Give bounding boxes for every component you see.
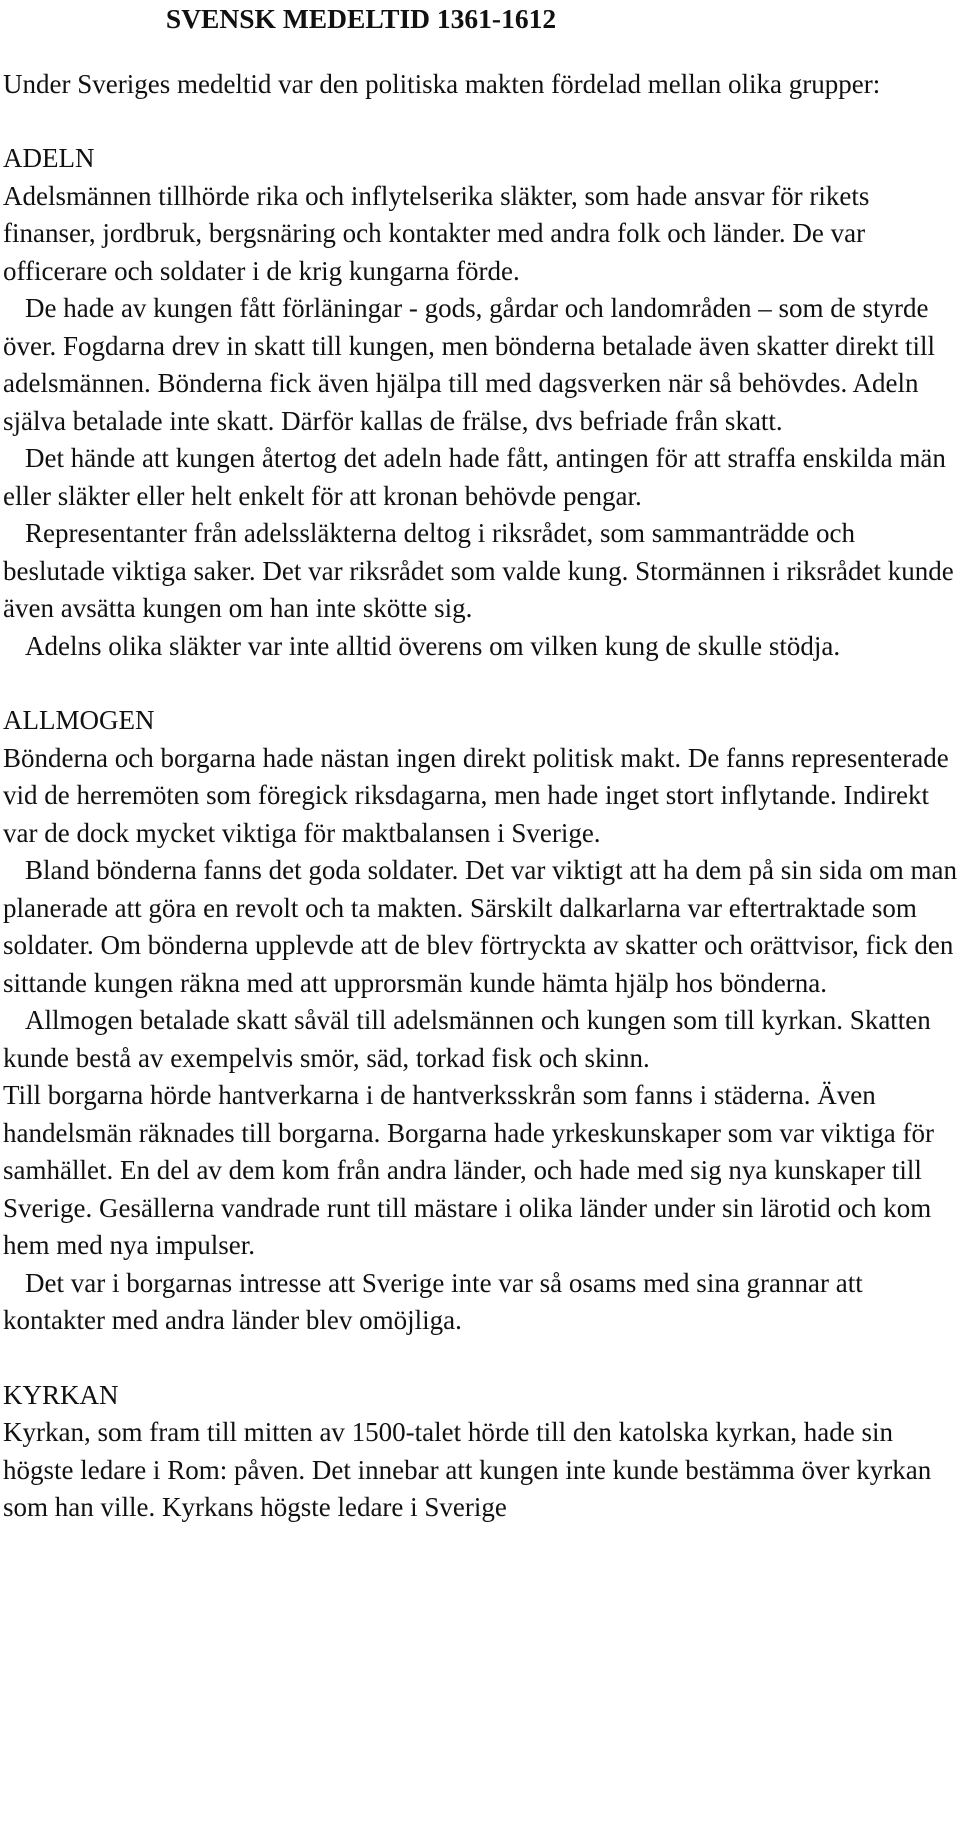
paragraph: Bönderna och borgarna hade nästan ingen direkt politisk makt. De fanns representerade vid de herremöten som föregick riksdagarna, men hade inget stort inflytande. Indirekt var de dock mycket viktiga för maktbalansen i Sverige. — [3, 742, 949, 848]
paragraph: Det var i borgarnas intresse att Sverige inte var så osams med sina grannar att kontakter med andra länder blev omöjliga. — [3, 1267, 863, 1335]
paragraph: Adelns olika släkter var inte alltid överens om vilken kung de skulle stödja. — [25, 630, 841, 661]
paragraph: Bland bönderna fanns det goda soldater. Det var viktigt att ha dem på sin sida om man planerade att göra en revolt och ta makten. Särskilt dalkarlarna var eftertraktade som soldater. Om bönderna upplevde att de blev förtryckta av skatter och orättvisor, fick den sittande kungen räkna med att upprorsmän kunde hämta hjälp hos bönderna. — [3, 855, 958, 998]
document-page — [3, 0, 958, 1527]
section-adeln — [3, 140, 958, 665]
paragraph: Kyrkan, som fram till mitten av 1500-talet hörde till den katolska kyrkan, hade sin högste ledare i Rom: påven. Det innebar att kungen inte kunde bestämma över kyrkan som han ville. Kyrkans högste ledare i Sverige — [3, 1417, 932, 1522]
paragraph: De hade av kungen fått förläningar - gods, gårdar och landområden – som de styrde över. Fogdarna drev in skatt till kungen, men bönderna betalade även skatter direkt till adelsmännen. Bönderna fick även hjälpa till med dagsverken när så behövdes. Adeln själva betalade inte skatt. Därför kallas de frälse, dvs befriade från skatt. — [3, 293, 935, 436]
section-kyrkan — [3, 1377, 958, 1527]
paragraph: Adelsmännen tillhörde rika och inflytelserika släkter, som hade ansvar för rikets finanser, jordbruk, bergsnäring och kontakter med andra folk och länder. De var officerare och soldater i de krig kungarna förde. — [3, 180, 870, 286]
paragraph: Allmogen betalade skatt såväl till adelsmännen och kungen som till kyrkan. Skatten kunde bestå av exempelvis smör, säd, torkad fisk och skinn. — [3, 1005, 931, 1073]
section-allmogen — [3, 702, 958, 1340]
paragraph: Representanter från adelssläkterna deltog i riksrådet, som sammanträdde och beslutade viktiga saker. Det var riksrådet som valde kung. Stormännen i riksrådet kunde även avsätta kungen om han inte skötte sig. — [3, 518, 954, 623]
section-heading: KYRKAN — [3, 1379, 119, 1410]
intro-paragraph: Under Sveriges medeltid var den politiska makten fördelad mellan olika grupper: — [3, 68, 881, 99]
paragraph: Det hände att kungen återtog det adeln hade fått, antingen för att straffa enskilda män eller släkter eller helt enkelt för att kronan behövde pengar. — [3, 443, 946, 511]
section-heading: ADELN — [3, 143, 95, 173]
section-heading: ALLMOGEN — [3, 705, 155, 735]
paragraph: Till borgarna hörde hantverkarna i de hantverksskrån som fanns i städerna. Även handelsmän räknades till borgarna. Borgarna hade yrkeskunskaper som var viktiga för samhället. En del av dem kom från andra länder, och hade med sig nya kunskaper till Sverige. Gesällerna vandrade runt till mästare i olika länder under sin lärotid och kom hem med nya impulser. — [3, 1080, 934, 1260]
document-title: SVENSK MEDELTID 1361-1612 — [165, 3, 557, 34]
